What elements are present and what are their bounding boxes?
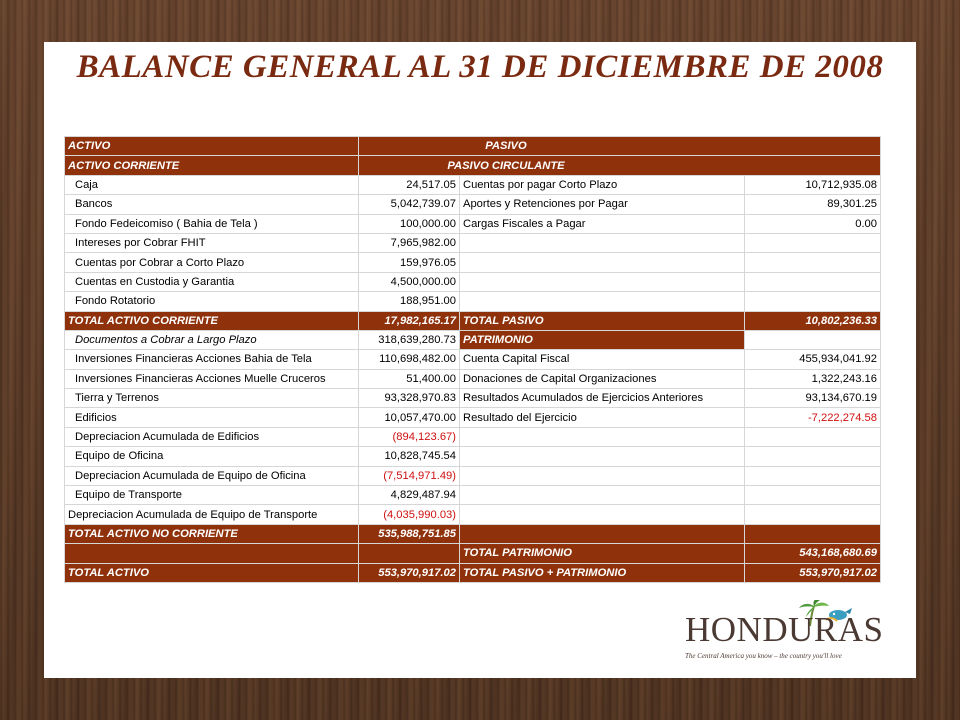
row-label: Equipo de Transporte: [65, 486, 359, 505]
table-row: [65, 233, 881, 252]
row-label: Resultado del Ejercicio: [460, 408, 745, 427]
total-label: TOTAL ACTIVO NO CORRIENTE: [65, 524, 359, 543]
header-row: [65, 137, 881, 156]
table-row: [65, 427, 881, 446]
empty-cell: [460, 233, 745, 252]
row-value: 10,057,470.00: [359, 408, 460, 427]
activo-corriente-header: ACTIVO CORRIENTE: [65, 156, 359, 175]
row-value: 5,042,739.07: [359, 195, 460, 214]
empty-cell: [460, 505, 745, 524]
table-row: [65, 330, 881, 349]
total-value: 553,970,917.02: [745, 563, 881, 582]
logo-tagline: The Central America you know – the country you'll love: [685, 652, 842, 660]
total-label: TOTAL PASIVO: [460, 311, 745, 330]
table-row: [65, 389, 881, 408]
row-label: Inversiones Financieras Acciones Bahia de Tela: [65, 350, 359, 369]
table-row: [65, 505, 881, 524]
row-label: Cuentas por Cobrar a Corto Plazo: [65, 253, 359, 272]
row-label: Bancos: [65, 195, 359, 214]
total-value: 17,982,165.17: [359, 311, 460, 330]
table-row: [65, 369, 881, 388]
row-label: Equipo de Oficina: [65, 447, 359, 466]
total-row: [65, 524, 881, 543]
row-label: Fondo Fedeicomiso ( Bahia de Tela ): [65, 214, 359, 233]
row-value-negative: -7,222,274.58: [745, 408, 881, 427]
table-row: [65, 486, 881, 505]
table-row: [65, 466, 881, 485]
row-label: Depreciacion Acumulada de Equipo de Transporte: [65, 505, 359, 524]
empty-cell: [745, 427, 881, 446]
empty-cell: [745, 253, 881, 272]
table-row: [65, 272, 881, 291]
total-value: 543,168,680.69: [745, 544, 881, 563]
row-label: Cuentas por pagar Corto Plazo: [460, 175, 745, 194]
total-value: 553,970,917.02: [359, 563, 460, 582]
row-value-negative: (894,123.67): [359, 427, 460, 446]
table-row: [65, 292, 881, 311]
total-row: [65, 563, 881, 582]
row-value: 89,301.25: [745, 195, 881, 214]
empty-cell: [745, 505, 881, 524]
row-label: Caja: [65, 175, 359, 194]
row-label: Intereses por Cobrar FHIT: [65, 233, 359, 252]
page-title: BALANCE GENERAL AL 31 DE DICIEMBRE DE 2008: [76, 49, 884, 85]
balance-table: [64, 136, 881, 583]
empty-cell: [745, 486, 881, 505]
row-value: 159,976.05: [359, 253, 460, 272]
row-value: 93,328,970.83: [359, 389, 460, 408]
row-value: 1,322,243.16: [745, 369, 881, 388]
empty-cell: [460, 272, 745, 291]
table-row: [65, 195, 881, 214]
total-value: 535,988,751.85: [359, 524, 460, 543]
empty-cell: [460, 447, 745, 466]
row-label: Resultados Acumulados de Ejercicios Anteriores: [460, 389, 745, 408]
row-value: 24,517.05: [359, 175, 460, 194]
patrimonio-header: PATRIMONIO: [460, 330, 745, 349]
empty-cell: [460, 292, 745, 311]
empty-cell: [460, 427, 745, 446]
row-value: 100,000.00: [359, 214, 460, 233]
row-value: 188,951.00: [359, 292, 460, 311]
row-value: 455,934,041.92: [745, 350, 881, 369]
table-row: [65, 253, 881, 272]
row-value: 110,698,482.00: [359, 350, 460, 369]
table-row: [65, 214, 881, 233]
total-label: TOTAL ACTIVO CORRIENTE: [65, 311, 359, 330]
table-row: [65, 350, 881, 369]
subheader-row: [65, 156, 881, 175]
row-value: 4,829,487.94: [359, 486, 460, 505]
row-label: Cargas Fiscales a Pagar: [460, 214, 745, 233]
empty-cell: [745, 330, 881, 349]
honduras-logo: [680, 600, 920, 670]
empty-cell: [460, 253, 745, 272]
table-row: [65, 175, 881, 194]
row-label: Depreciacion Acumulada de Equipo de Oficina: [65, 466, 359, 485]
row-value: 51,400.00: [359, 369, 460, 388]
row-value: 0.00: [745, 214, 881, 233]
row-value: 318,639,280.73: [359, 330, 460, 349]
slide: [44, 42, 916, 678]
row-label: Tierra y Terrenos: [65, 389, 359, 408]
row-label: Inversiones Financieras Acciones Muelle Cruceros: [65, 369, 359, 388]
empty-cell: [745, 524, 881, 543]
row-value-negative: (7,514,971.49): [359, 466, 460, 485]
row-label: Cuentas en Custodia y Garantia: [65, 272, 359, 291]
row-value: 7,965,982.00: [359, 233, 460, 252]
table-row: [65, 447, 881, 466]
activo-header: ACTIVO: [65, 137, 359, 156]
pasivo-circulante-header: PASIVO CIRCULANTE: [359, 156, 881, 175]
empty-cell: [745, 272, 881, 291]
row-value: 93,134,670.19: [745, 389, 881, 408]
empty-cell: [745, 447, 881, 466]
empty-cell: [359, 544, 460, 563]
empty-cell: [745, 292, 881, 311]
empty-cell: [745, 233, 881, 252]
row-label: Documentos a Cobrar a Largo Plazo: [65, 330, 359, 349]
row-value: 10,828,745.54: [359, 447, 460, 466]
pasivo-header: PASIVO: [359, 137, 881, 156]
empty-cell: [460, 486, 745, 505]
total-value: 10,802,236.33: [745, 311, 881, 330]
row-value: 4,500,000.00: [359, 272, 460, 291]
row-value: 10,712,935.08: [745, 175, 881, 194]
logo-wordmark: HONDURAS: [685, 610, 884, 649]
table-row: [65, 408, 881, 427]
row-label: Edificios: [65, 408, 359, 427]
empty-cell: [460, 466, 745, 485]
empty-cell: [460, 524, 745, 543]
total-row: [65, 311, 881, 330]
empty-cell: [745, 466, 881, 485]
row-label: Fondo Rotatorio: [65, 292, 359, 311]
total-label: TOTAL PASIVO + PATRIMONIO: [460, 563, 745, 582]
row-label: Donaciones de Capital Organizaciones: [460, 369, 745, 388]
row-label: Cuenta Capital Fiscal: [460, 350, 745, 369]
row-value-negative: (4,035,990.03): [359, 505, 460, 524]
empty-cell: [65, 544, 359, 563]
total-label: TOTAL ACTIVO: [65, 563, 359, 582]
total-row: [65, 544, 881, 563]
total-label: TOTAL PATRIMONIO: [460, 544, 745, 563]
row-label: Aportes y Retenciones por Pagar: [460, 195, 745, 214]
row-label: Depreciacion Acumulada de Edificios: [65, 427, 359, 446]
